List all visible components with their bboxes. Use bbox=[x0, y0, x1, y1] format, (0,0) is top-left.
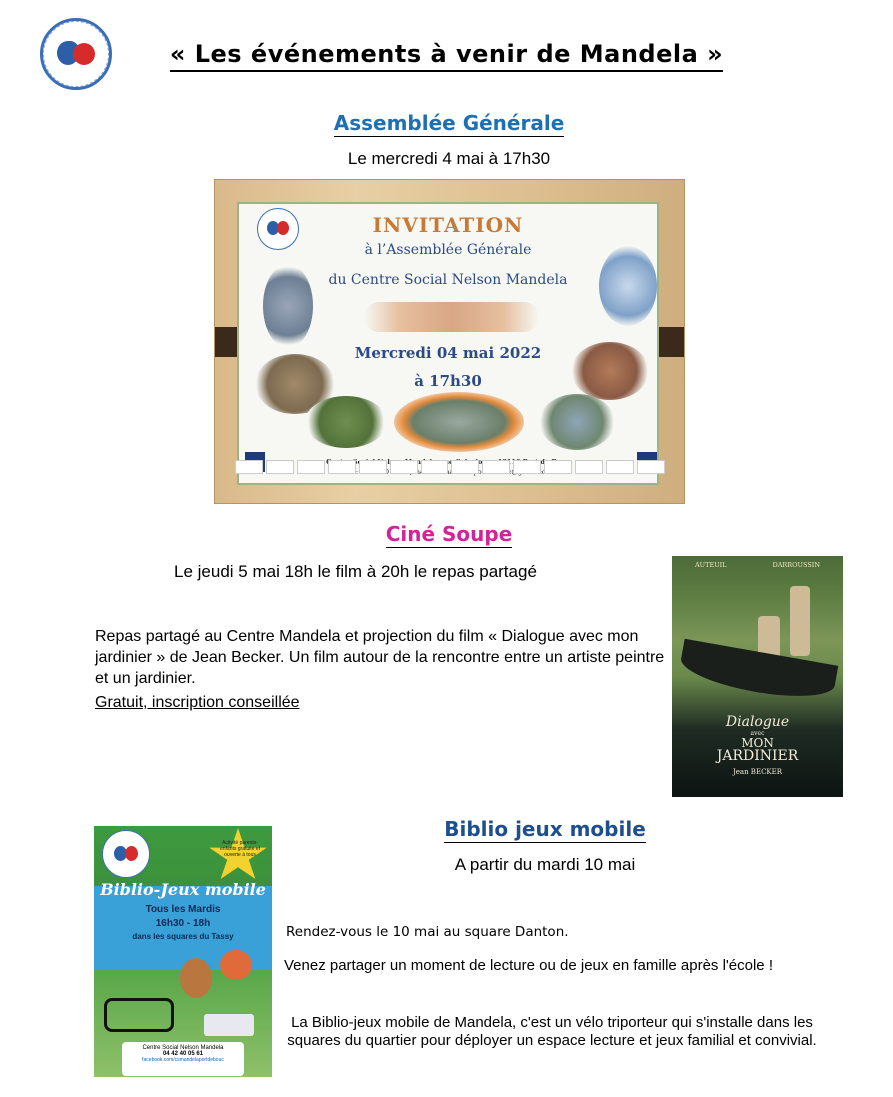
poster-day: Tous les Mardis bbox=[145, 904, 221, 915]
biblio-date: A partir du mardi 10 mai bbox=[454, 855, 636, 874]
invitation-line2: du Centre Social Nelson Mandela bbox=[328, 272, 568, 288]
poster-game-board bbox=[204, 1014, 254, 1036]
film-poster bbox=[672, 556, 843, 797]
invitation-date: Mercredi 04 mai 2022 bbox=[354, 344, 542, 362]
invitation-image bbox=[214, 179, 685, 504]
cine-soupe-note: Gratuit, inscription conseillée bbox=[95, 694, 300, 711]
invitation-paper bbox=[237, 202, 659, 485]
biblio-rdv: Rendez-vous le 10 mai au square Danton. bbox=[286, 924, 569, 940]
outing-photo bbox=[539, 394, 615, 450]
eiffel-photo bbox=[263, 264, 313, 348]
sponsor-logos bbox=[235, 458, 665, 476]
cine-soupe-description: Repas partagé au Centre Mandela et projection du film « Dialogue avec mon jardinier » de Jean Becker. Un film autour de la rencontre entre un artiste peintre et un jardinier. bbox=[95, 628, 665, 687]
invitation-time: à 17h30 bbox=[414, 372, 482, 390]
poster-title: Dialogue avec MON JARDINIER Jean BECKER bbox=[716, 714, 799, 776]
invitation-line1: à l’Assemblée Générale bbox=[364, 242, 532, 258]
page-title: « Les événements à venir de Mandela » bbox=[0, 40, 893, 68]
biblio-poster bbox=[94, 826, 272, 1077]
poster-contact-card: Centre Social Nelson Mandela 04 42 40 05 61 facebook.com/csmandelaportdebouc bbox=[122, 1042, 244, 1076]
biblio-title: Biblio jeux mobile bbox=[444, 817, 646, 841]
poster-biblio-title: Biblio-Jeux mobile bbox=[100, 880, 266, 899]
assemblee-title: Assemblée Générale bbox=[333, 111, 565, 135]
cine-soupe-date: Le jeudi 5 mai 18h le film à 20h le repas partagé bbox=[174, 562, 537, 581]
biblio-description: La Biblio-jeux mobile de Mandela, c'est un vélo triporteur qui s'installe dans les squares du quartier pour déployer un espace lecture et jeux familial et convivial. bbox=[287, 1014, 817, 1049]
meal-photo bbox=[571, 342, 649, 400]
poster-actors: AUTEUIL DARROUSSIN bbox=[694, 561, 821, 569]
group-photo bbox=[394, 392, 524, 452]
hands-photo bbox=[364, 302, 539, 332]
invitation-heading: INVITATION bbox=[372, 213, 524, 237]
garden-photo bbox=[305, 396, 387, 448]
cargo-bike-icon bbox=[104, 998, 174, 1032]
poster-star-text: Activité parents-enfants gratuite et ouverte à tous bbox=[219, 840, 261, 858]
poster-place: dans les squares du Tassy bbox=[132, 932, 234, 941]
poster-figure-standing bbox=[790, 586, 810, 656]
snow-photo bbox=[599, 246, 657, 326]
assemblee-date: Le mercredi 4 mai à 17h30 bbox=[347, 149, 551, 168]
biblio-invite: Venez partager un moment de lecture ou de jeux en famille après l'école ! bbox=[284, 957, 773, 974]
poster-child-figure bbox=[180, 958, 212, 998]
poster-hours: 16h30 - 18h bbox=[155, 918, 211, 929]
poster-logo-icon bbox=[102, 830, 150, 878]
invitation-contact: : bbox=[355, 468, 359, 476]
cine-soupe-title: Ciné Soupe bbox=[385, 522, 513, 546]
poster-family-figure bbox=[220, 950, 252, 980]
